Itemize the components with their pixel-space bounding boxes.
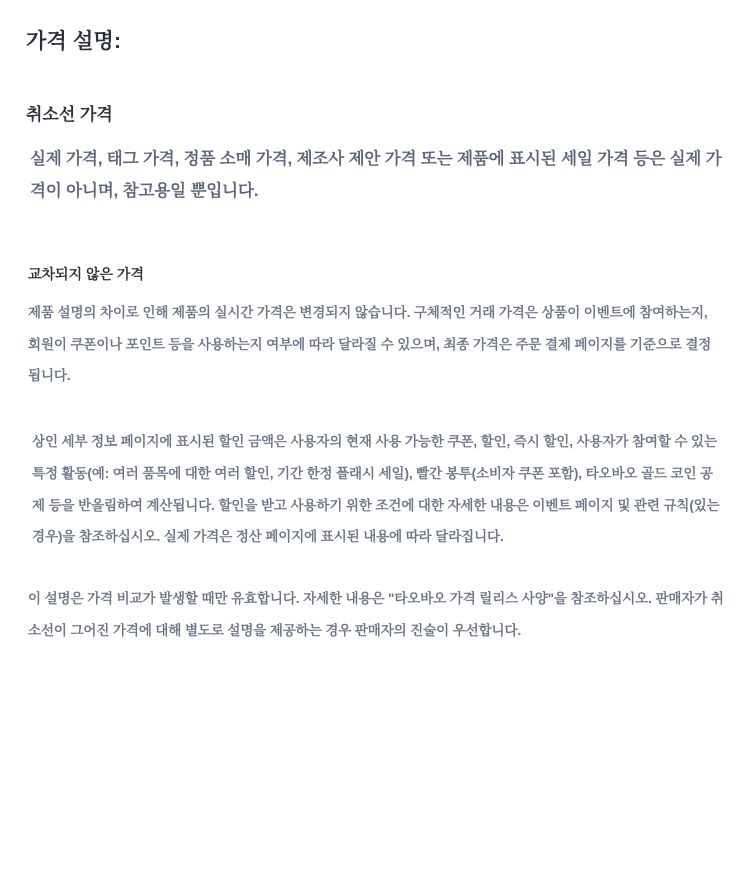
body-paragraph-discount-calculation: 상인 세부 정보 페이지에 표시된 할인 금액은 사용자의 현재 사용 가능한 쿠폰, 할인, 즉시 할인, 사용자가 참여할 수 있는 특정 활동(예: 여러 품목에 대한 여러 할인, 기간 한정 플래시 세일), 빨간 봉투(소비자 쿠폰 포함), 타오바오 골드 코인 공제 등을 반올림하여 계산됩니다. 할인을 받고 사용하기 위한 조건에 대한 자세한 내용은 이벤트 페이지 및 관련 규칙(있는 경우)을 참조하십시오. 실제 가격은 정산 페이지에 표시된 내용에 따라 달라집니다. [32,434,720,545]
lead-paragraph-strikethrough-price: 실제 가격, 태그 가격, 정품 소매 가격, 제조사 제안 가격 또는 제품에 표시된 세일 가격 등은 실제 가격이 아니며, 참고용일 뿐입니다. [30,150,722,201]
section-heading-strikethrough-price: 취소선 가격 [26,105,113,125]
section-heading-non-crossed-price: 교차되지 않은 가격 [28,266,144,283]
body-paragraph-price-comparison-note: 이 설명은 가격 비교가 발생할 때만 유효합니다. 자세한 내용은 "타오바오 가격 릴리스 사양"을 참조하십시오. 판매자가 취소선이 그어진 가격에 대해 별도로 설명을 제공하는 경우 판매자의 진술이 우선합니다. [28,591,724,638]
section-non-crossed-price [26,265,724,646]
page-title: 가격 설명: [26,30,122,53]
body-paragraph-realtime-price: 제품 설명의 차이로 인해 제품의 실시간 가격은 변경되지 않습니다. 구체적인 거래 가격은 상품이 이벤트에 참여하는지, 회원이 쿠폰이나 포인트 등을 사용하는지 여부에 따라 달라질 수 있으며, 최종 가격은 주문 결제 페이지를 기준으로 결정됩니다. [28,305,712,384]
section-strikethrough-price [26,103,724,207]
